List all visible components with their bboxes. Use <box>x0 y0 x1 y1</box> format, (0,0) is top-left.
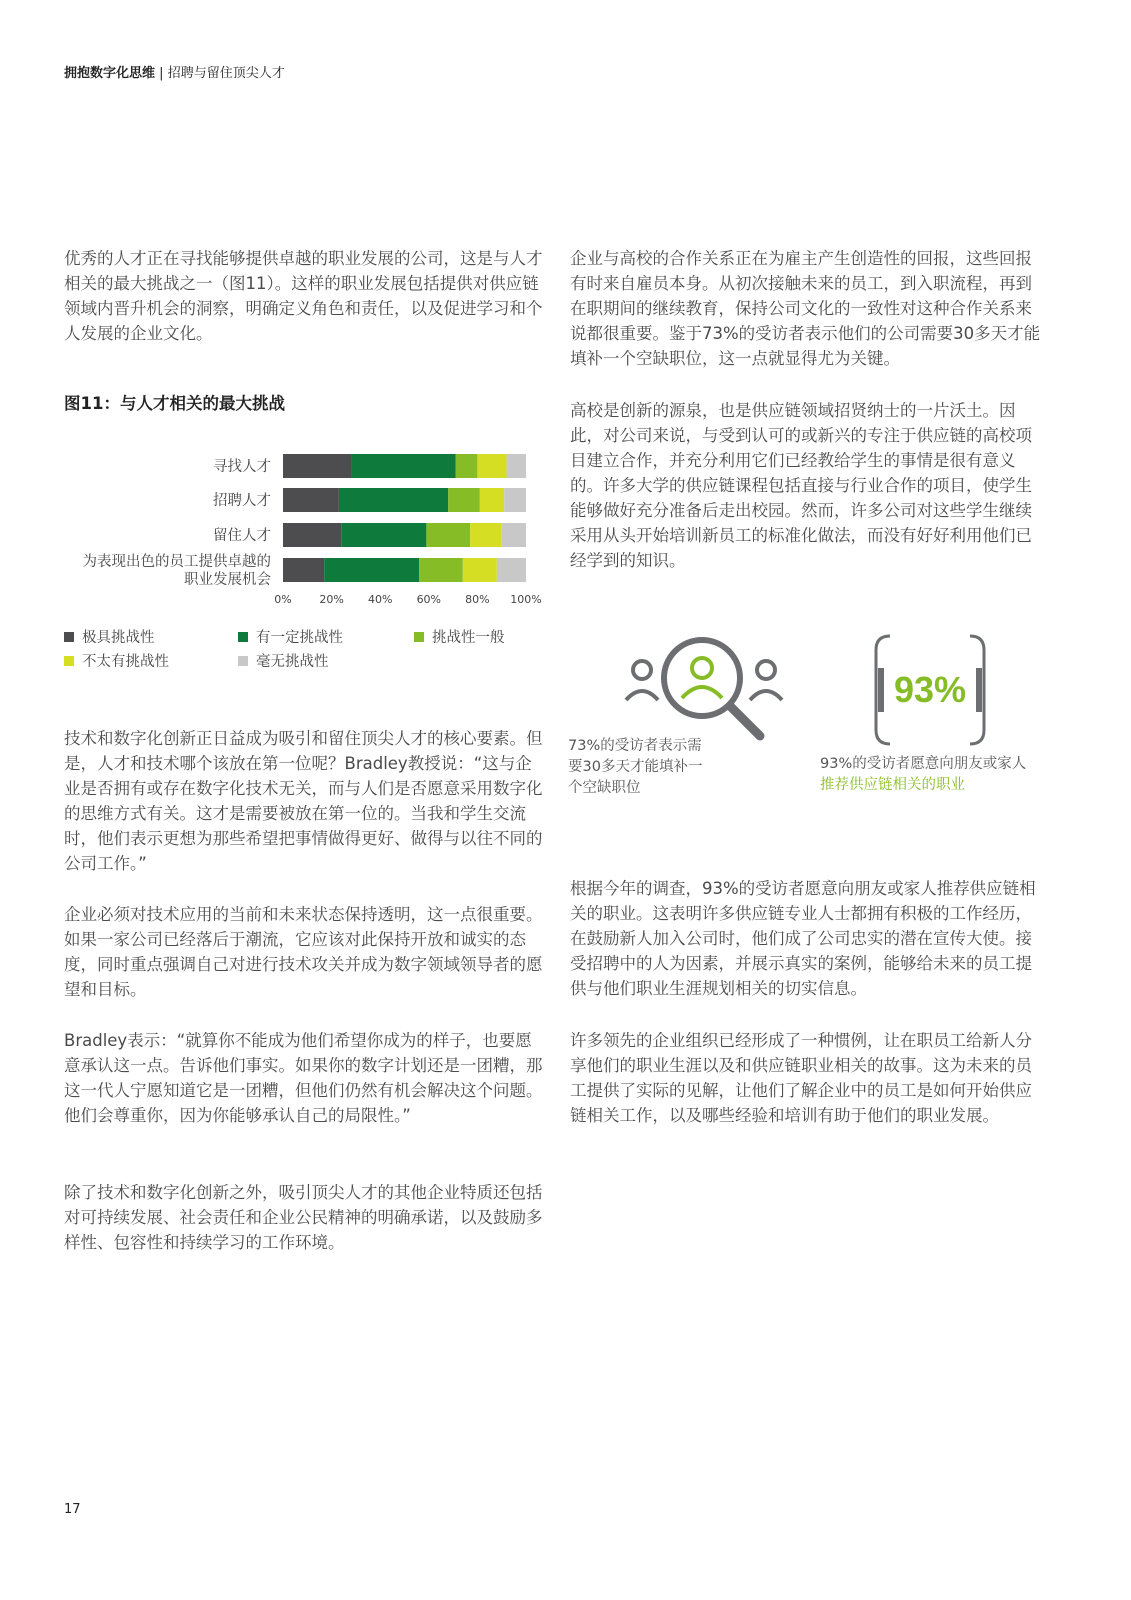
x-tick-label: 20% <box>319 593 344 606</box>
stat-2-line-1: 93%的受访者愿意向朋友或家人 <box>820 756 1027 772</box>
legend-label: 毫无挑战性 <box>256 654 329 670</box>
stacked-bar-chart <box>60 450 560 615</box>
legend-item <box>64 650 169 671</box>
bar-segment <box>463 558 497 582</box>
legend-item <box>238 626 343 647</box>
legend-label: 挑战性一般 <box>432 630 505 646</box>
bar-segment <box>477 454 506 478</box>
left-paragraph-2: 技术和数字化创新正日益成为吸引和留住顶尖人才的核心要素。但是，人才和技术哪个该放在第一位呢？Bradley教授说：“这与企业是否拥有或存在数字化技术无关，而与人们是否愿意采用数字化的思维方式有关。这才是需要被放在第一位的。当我和学生交流时，他们表示更想为那些希望把事情做得更好、做得与以往不同的公司工作。” <box>64 729 543 873</box>
bar-segment <box>283 488 339 512</box>
bar-segment <box>339 488 448 512</box>
legend-swatch <box>414 632 424 642</box>
person-search-icon <box>620 632 790 744</box>
category-label: 为表现出色的员工提供卓越的 <box>82 554 271 570</box>
bar-segment <box>504 488 526 512</box>
header-separator: | <box>159 66 164 81</box>
legend-swatch <box>238 632 248 642</box>
bar-segment <box>480 488 504 512</box>
stat-1-text <box>568 736 738 799</box>
stat-1-line: 73%的受访者表示需 <box>568 738 702 754</box>
page-number: 17 <box>64 1502 81 1517</box>
x-tick-label: 80% <box>465 593 490 606</box>
x-tick-label: 0% <box>274 593 292 606</box>
legend-item <box>414 626 505 647</box>
category-label: 招聘人才 <box>213 493 271 509</box>
right-paragraph-2: 高校是创新的源泉，也是供应链领域招贤纳士的一片沃土。因此，对公司来说，与受到认可的或新兴的专注于供应链的高校项目建立合作，并充分利用它们已经教给学生的事情是很有意义的。许多大学的供应链课程包括直接与行业合作的项目，使学生能够做好充分准备后走出校园。然而，许多公司对这些学生继续采用从头开始培训新员工的标准化做法，而没有好好利用他们已经学到的知识。 <box>570 401 1032 570</box>
bar-segment <box>507 454 526 478</box>
right-paragraph-3: 根据今年的调查，93%的受访者愿意向朋友或家人推荐供应链相关的职业。这表明许多供应链专业人士都拥有积极的工作经历，在鼓励新人加入公司时，他们成了公司忠实的潜在宣传大使。接受招聘中的人为因素，并展示真实的案例，能够给未来的员工提供与他们职业生涯规划相关的切实信息。 <box>570 879 1036 998</box>
legend-swatch <box>64 632 74 642</box>
category-label: 留住人才 <box>213 528 271 544</box>
legend-swatch <box>238 656 248 666</box>
bar-segment <box>283 454 351 478</box>
stat-2-value: 93% <box>893 669 967 710</box>
category-label: 寻找人才 <box>213 459 271 475</box>
stat-1-line: 个空缺职位 <box>568 780 641 796</box>
bar-segment <box>283 558 324 582</box>
bar-segment <box>497 558 526 582</box>
bar-segment <box>502 523 526 547</box>
right-paragraph-4: 许多领先的企业组织已经形成了一种惯例，让在职员工给新人分享他们的职业生涯以及和供应链职业相关的故事。这为未来的员工提供了实际的见解，让他们了解企业中的员工是如何开始供应链相关工作，以及哪些经验和培训有助于他们的职业发展。 <box>570 1031 1032 1125</box>
header-section: 拥抱数字化思维 <box>64 66 156 81</box>
bar-segment <box>426 523 470 547</box>
left-paragraph-5: 除了技术和数字化创新之外，吸引顶尖人才的其他企业特质还包括对可持续发展、社会责任和企业公民精神的明确承诺，以及鼓励多样性、包容性和持续学习的工作环境。 <box>64 1183 543 1252</box>
bar-segment <box>456 454 478 478</box>
header-subtitle: 招聘与留住顶尖人才 <box>167 66 285 81</box>
legend-swatch <box>64 656 74 666</box>
legend-label: 极具挑战性 <box>82 630 155 646</box>
x-tick-label: 100% <box>510 593 542 606</box>
left-paragraph-3: 企业必须对技术应用的当前和未来状态保持透明，这一点很重要。如果一家公司已经落后于潮流，它应该对此保持开放和诚实的态度，同时重点强调自己对进行技术攻关并成为数字领域领导者的愿望和目标。 <box>64 905 543 999</box>
bar-segment <box>341 523 426 547</box>
x-tick-label: 40% <box>367 593 393 606</box>
bar-segment <box>419 558 463 582</box>
bar-segment <box>448 488 480 512</box>
legend-item <box>238 650 329 671</box>
bar-segment <box>351 454 455 478</box>
bracket-gauge-icon <box>870 632 990 748</box>
x-tick-label: 60% <box>416 593 442 606</box>
bar-segment <box>283 523 341 547</box>
legend-item <box>64 626 155 647</box>
left-paragraph-4: Bradley表示：“就算你不能成为他们希望你成为的样子，也要愿意承认这一点。告诉他们事实。如果你的数字计划还是一团糟，那这一代人宁愿知道它是一团糟，但他们仍然有机会解决这个问题。他们会尊重你，因为你能够承认自己的局限性。” <box>64 1031 543 1125</box>
category-label: 职业发展机会 <box>184 572 271 588</box>
figure-title: 图11：与人才相关的最大挑战 <box>64 394 285 413</box>
legend-label: 不太有挑战性 <box>82 654 169 670</box>
legend-label: 有一定挑战性 <box>256 630 343 646</box>
left-paragraph-1: 优秀的人才正在寻找能够提供卓越的职业发展的公司，这是与人才相关的最大挑战之一（图11）。这样的职业发展包括提供对供应链领域内晋升机会的洞察，明确定义角色和责任，以及促进学习和个人发展的企业文化。 <box>64 249 543 343</box>
running-header <box>64 62 285 81</box>
stat-1-line: 要30多天才能填补一 <box>568 759 703 775</box>
bar-segment <box>324 558 419 582</box>
right-paragraph-1: 企业与高校的合作关系正在为雇主产生创造性的回报，这些回报有时来自雇员本身。从初次接触未来的员工，到入职流程，再到在职期间的继续教育，保持公司文化的一致性对这种合作关系来说都很重要。鉴于73%的受访者表示他们的公司需要30多天才能填补一个空缺职位，这一点就显得尤为关键。 <box>570 249 1041 368</box>
stat-2-text <box>820 754 1070 796</box>
stat-2-line-2: 推荐供应链相关的职业 <box>820 777 965 793</box>
bar-segment <box>470 523 502 547</box>
